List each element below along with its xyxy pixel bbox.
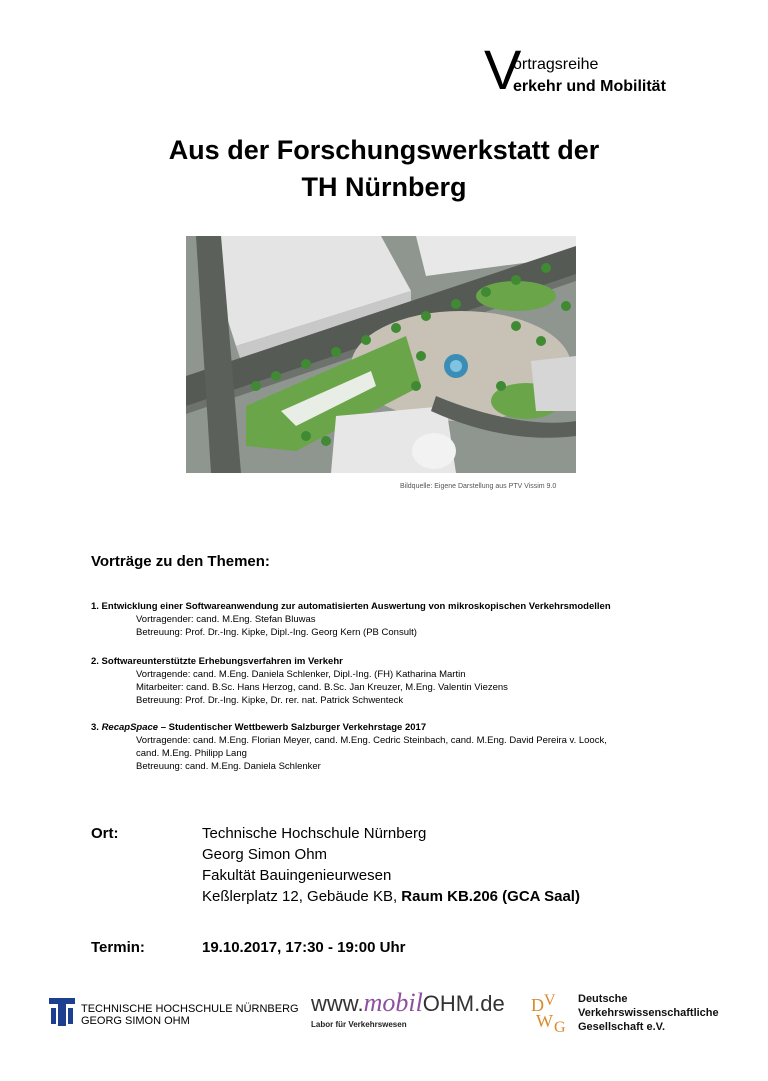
series-letter: V — [484, 38, 522, 101]
th-logo-icon — [49, 998, 75, 1026]
mobilohm-logo — [311, 988, 511, 1038]
svg-text:V: V — [544, 992, 556, 1009]
topic-line: Mitarbeiter: cand. B.Sc. Hans Herzog, cand. B.Sc. Jan Kreuzer, M.Eng. Valentin Viezens — [136, 682, 508, 693]
page-title-line-2: TH Nürnberg — [301, 172, 467, 202]
topic-line: Vortragende: cand. M.Eng. Daniela Schlenker, Dipl.-Ing. (FH) Katharina Martin — [136, 669, 466, 680]
topic-line: Vortragende: cand. M.Eng. Florian Meyer, cand. M.Eng. Cedric Steinbach, cand. M.Eng. David Pereira v. Loock, — [136, 735, 607, 746]
venue-room: Raum KB.206 (GCA Saal) — [401, 888, 580, 905]
topic-item-3 — [91, 721, 607, 773]
topic-title-rest: – Studentischer Wettbewerb Salzburger Verkehrstage 2017 — [158, 722, 427, 733]
dvwg-line-1: Deutsche — [578, 993, 628, 1005]
topic-title-italic: RecapSpace — [101, 722, 159, 733]
series-line-2: erkehr und Mobilität — [513, 78, 666, 95]
venue-line-1: Technische Hochschule Nürnberg — [202, 825, 427, 842]
venue-block — [202, 823, 580, 907]
topic-title — [91, 721, 607, 734]
topic-item-2 — [91, 655, 508, 707]
topic-line: Vortragender: cand. M.Eng. Stefan Bluwas — [136, 614, 316, 625]
topics-heading: Vorträge zu den Themen: — [91, 553, 270, 570]
dvwg-line-3: Gesellschaft e.V. — [578, 1021, 666, 1033]
svg-text:D: D — [531, 995, 544, 1015]
svg-text:W: W — [536, 1011, 553, 1031]
image-caption: Bildquelle: Eigene Darstellung aus PTV Vissim 9.0 — [400, 483, 557, 490]
th-nuernberg-logo — [49, 998, 299, 1028]
mobilohm-prefix: www. — [311, 991, 364, 1016]
topic-line: Betreuung: Prof. Dr.-Ing. Kipke, Dipl.-Ing. Georg Kern (PB Consult) — [136, 627, 417, 638]
topic-title: 1. Entwicklung einer Softwareanwendung zur automatisierten Auswertung von mikroskopischen Verkehrsmodellen — [91, 601, 611, 612]
page-title-line-1: Aus der Forschungswerkstatt der — [168, 135, 600, 165]
dvwg-logo — [530, 991, 750, 1041]
dvwg-logo-icon — [530, 991, 570, 1035]
mobilohm-url — [311, 988, 511, 1018]
date-label: Termin: — [91, 939, 145, 956]
venue-line-4 — [202, 886, 580, 907]
dvwg-line-2: Verkehrswissenschaftliche — [578, 1007, 719, 1019]
date-value: 19.10.2017, 17:30 - 19:00 Uhr — [202, 939, 406, 956]
traffic-simulation-image — [186, 236, 576, 473]
topic-line: Betreuung: cand. M.Eng. Daniela Schlenker — [136, 761, 321, 772]
venue-line-2: Georg Simon Ohm — [202, 846, 328, 863]
th-subname: GEORG SIMON OHM — [81, 1015, 190, 1027]
mobilohm-accent: mobil — [363, 988, 423, 1017]
svg-text:G: G — [554, 1019, 566, 1035]
topic-title-prefix: 3. — [91, 722, 102, 733]
venue-label: Ort: — [91, 825, 119, 842]
series-logo — [484, 38, 714, 102]
mobilohm-subtitle: Labor für Verkehrswesen — [311, 1020, 407, 1029]
mobilohm-suffix: OHM.de — [422, 991, 505, 1016]
th-name: TECHNISCHE HOCHSCHULE NÜRNBERG — [81, 1003, 299, 1015]
venue-address: Keßlerplatz 12, Gebäude KB, — [202, 888, 402, 905]
simulation-illustration — [186, 236, 576, 473]
topic-title: 2. Softwareunterstützte Erhebungsverfahren im Verkehr — [91, 656, 343, 667]
series-line-1: ortragsreihe — [513, 56, 599, 73]
topic-item-1 — [91, 600, 611, 639]
topic-line: cand. M.Eng. Philipp Lang — [136, 748, 247, 759]
topic-line: Betreuung: Prof. Dr.-Ing. Kipke, Dr. rer. nat. Patrick Schwenteck — [136, 695, 404, 706]
venue-line-3: Fakultät Bauingenieurwesen — [202, 867, 392, 884]
